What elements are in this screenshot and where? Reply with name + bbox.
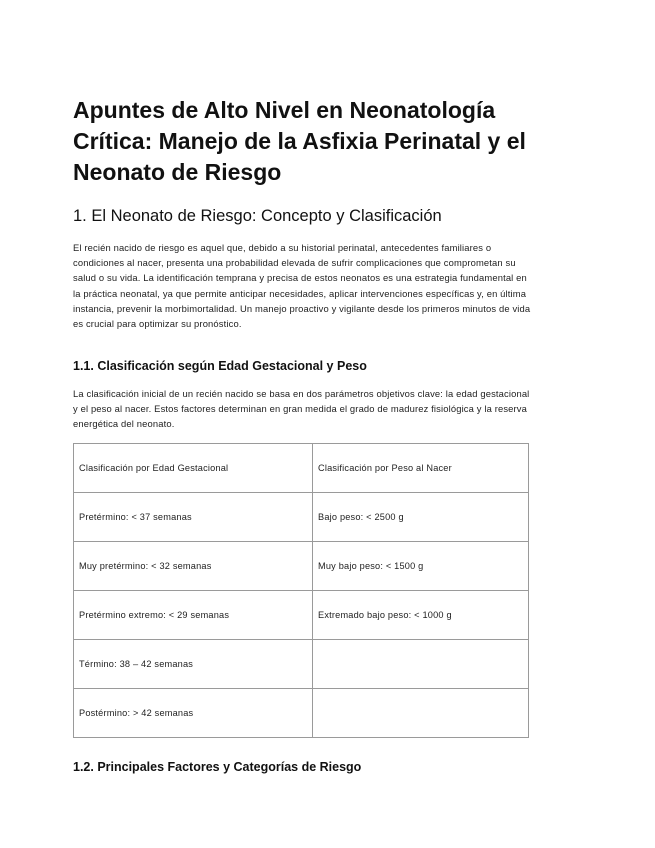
table-row [74, 640, 529, 689]
document-title: Apuntes de Alto Nivel en Neonatología Crítica: Manejo de la Asfixia Perinatal y el Neonato de Riesgo [73, 97, 526, 185]
table-cell: Pretérmino: < 37 semanas [74, 493, 313, 542]
table-cell: Pretérmino extremo: < 29 semanas [74, 591, 313, 640]
table-cell: Término: 38 – 42 semanas [74, 640, 313, 689]
table-cell: Muy pretérmino: < 32 semanas [74, 542, 313, 591]
classification-table [73, 443, 529, 738]
table-cell: Muy bajo peso: < 1500 g [313, 542, 529, 591]
table-cell [313, 640, 529, 689]
section-heading-1: 1. El Neonato de Riesgo: Concepto y Clasificación [73, 207, 442, 225]
section-1-paragraph: El recién nacido de riesgo es aquel que, debido a su historial perinatal, antecedentes familiares o condiciones al nacer, presenta una probabilidad elevada de sufrir complicaciones que comprometan su salud o su vida. La identificación temprana y precisa de estos neonatos es una estrategia fundamental en la práctica neonatal, ya que permite anticipar necesidades, aplicar intervenciones específicas y, en última instancia, prevenir la morbimortalidad. Un manejo proactivo y vigilante desde los primeros minutos de vida es crucial para optimizar su pronóstico. [73, 242, 531, 330]
table-header-cell: Clasificación por Edad Gestacional [74, 444, 313, 493]
table-row [74, 689, 529, 738]
table-header-row [74, 444, 529, 493]
table-row [74, 591, 529, 640]
table-cell: Extremado bajo peso: < 1000 g [313, 591, 529, 640]
table-row [74, 542, 529, 591]
table-cell: Bajo peso: < 2500 g [313, 493, 529, 542]
table-cell: Postérmino: > 42 semanas [74, 689, 313, 738]
table-header-cell: Clasificación por Peso al Nacer [313, 444, 529, 493]
subsection-heading-1-1: 1.1. Clasificación según Edad Gestacional y Peso [73, 359, 367, 373]
table-cell [313, 689, 529, 738]
subsection-1-1-paragraph: La clasificación inicial de un recién nacido se basa en dos parámetros objetivos clave: la edad gestacional y el peso al nacer. Estos factores determinan en gran medida el grado de madurez fisiológica y la reserva energética del neonato. [73, 388, 530, 430]
subsection-heading-1-2: 1.2. Principales Factores y Categorías de Riesgo [73, 760, 362, 774]
table-row [74, 493, 529, 542]
